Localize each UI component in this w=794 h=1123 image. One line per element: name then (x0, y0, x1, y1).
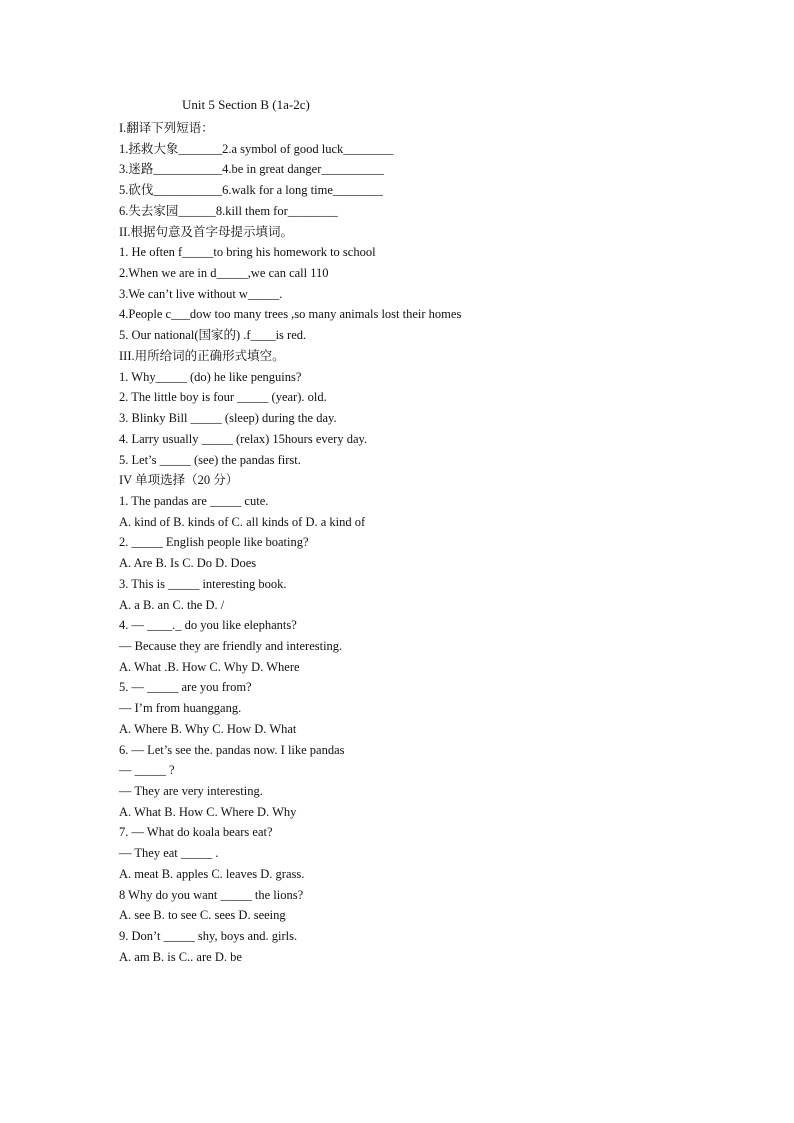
worksheet-line: 5. Our national(国家的) .f____is red. (119, 328, 307, 343)
worksheet-line: 1. The pandas are _____ cute. (119, 493, 269, 508)
worksheet-line: A. What B. How C. Where D. Why (119, 804, 297, 819)
worksheet-line: A. a B. an C. the D. / (119, 597, 225, 612)
worksheet-line: 3.迷路___________4.be in great danger__________ (119, 162, 384, 177)
worksheet-line: A. am B. is C.. are D. be (119, 949, 242, 964)
worksheet-line: 2. The little boy is four _____ (year). old. (119, 390, 327, 405)
worksheet-line: — They eat _____ . (119, 846, 219, 861)
worksheet-line: 1.拯救大象_______2.a symbol of good luck________ (119, 141, 394, 156)
worksheet-line: 3. Blinky Bill _____ (sleep) during the day. (119, 411, 337, 426)
worksheet-line: 2. _____ English people like boating? (119, 535, 309, 550)
worksheet-line: 4.People c___dow too many trees ,so many animals lost their homes (119, 307, 462, 322)
worksheet-line: 2.When we are in d_____,we can call 110 (119, 266, 329, 281)
worksheet-line: — I’m from huanggang. (119, 701, 242, 716)
worksheet-line: 5. Let’s _____ (see) the pandas first. (119, 452, 301, 467)
worksheet-line: 4. Larry usually _____ (relax) 15hours every day. (119, 431, 368, 446)
worksheet-line: A. see B. to see C. sees D. seeing (119, 908, 286, 923)
worksheet-line: IV 单项选择（20 分） (119, 473, 239, 488)
worksheet-line: — They are very interesting. (119, 784, 263, 798)
worksheet-line: A. meat B. apples C. leaves D. grass. (119, 866, 305, 881)
worksheet-line: 6. — Let’s see the. pandas now. I like pandas (119, 742, 345, 757)
worksheet-line: — Because they are friendly and interesting. (119, 638, 343, 653)
worksheet-title: Unit 5 Section B (1a-2c) (182, 97, 310, 112)
worksheet-line: 5. — _____ are you from? (119, 680, 252, 695)
worksheet-line: 9. Don’t _____ shy, boys and. girls. (119, 929, 298, 944)
worksheet-line: III.用所给词的正确形式填空。 (119, 348, 285, 363)
worksheet-line: 3. This is _____ interesting book. (119, 576, 287, 591)
worksheet-line: A. What .B. How C. Why D. Where (119, 659, 300, 674)
worksheet-line: A. kind of B. kinds of C. all kinds of D. a kind of (119, 514, 366, 529)
worksheet-line: — _____ ? (119, 763, 175, 778)
worksheet-body (119, 118, 759, 967)
worksheet-line: A. Where B. Why C. How D. What (119, 721, 297, 736)
worksheet-line: I.翻译下列短语： (119, 121, 214, 135)
worksheet-line: 8 Why do you want _____ the lions? (119, 887, 304, 902)
worksheet-line: 1. Why_____ (do) he like penguins? (119, 369, 302, 384)
worksheet-line: 3.We can’t live without w_____. (119, 286, 283, 301)
worksheet-line: 7. — What do koala bears eat? (119, 825, 273, 840)
worksheet-line: 6.失去家园______8.kill them for________ (119, 203, 338, 218)
worksheet-line: 4. — ____._ do you like elephants? (119, 618, 297, 633)
worksheet-line: 1. He often f_____to bring his homework to school (119, 245, 376, 260)
worksheet-line: II.根据句意及首字母提示填词。 (119, 224, 293, 239)
worksheet-line: A. Are B. Is C. Do D. Does (119, 556, 257, 571)
worksheet-line: 5.砍伐___________6.walk for a long time________ (119, 183, 383, 198)
